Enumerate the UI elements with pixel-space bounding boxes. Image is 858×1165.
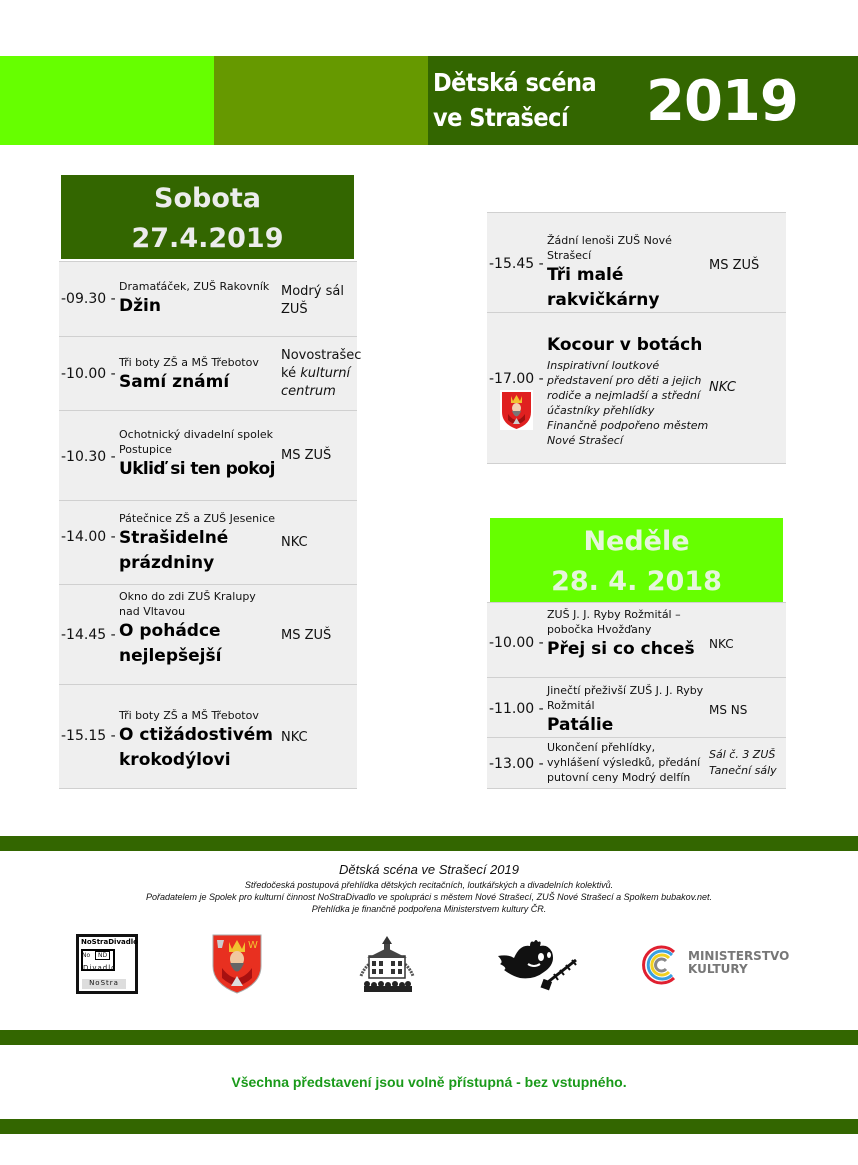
festival-title [433,65,596,135]
school-building-logo-icon [355,932,419,1000]
event-venue: NKC [281,535,308,550]
event-description: Inspirativní loutkové představení pro děti a jejich rodiče a nejmladší a střední účastníky přehlídky [547,359,702,417]
title-line-2: ve Strašecí [433,103,569,132]
event-time: -17.00 - [489,371,544,387]
event-ensemble: Ochotnický divadelní spolek Postupice [119,428,274,456]
footer-bar-bottom [0,1119,858,1134]
event-ensemble: Pátečnice ZŠ a ZUŠ Jesenice [119,512,276,525]
event-time: -10.00 - [489,635,544,651]
event-ensemble: Tři boty ZŠ a MŠ Třebotov [119,356,259,369]
ghost-logo-icon [494,938,584,998]
event-title: Ukliď si ten pokoj [119,459,275,479]
schedule-row [59,500,357,585]
event-ensemble: Jinečtí přeživší ZUŠ J. J. Ryby Rožmitál [547,684,704,712]
event-venue: MS ZUŠ [709,258,760,273]
schedule-divider [487,463,786,464]
schedule-row [487,602,786,678]
footer-title: Dětská scéna ve Strašecí 2019 [339,862,519,877]
event-ensemble: Okno do zdi ZUŠ Kralupy nad Vltavou [119,590,256,618]
partner-logos [0,930,858,1000]
schedule-row [487,737,786,788]
event-time: -14.00 - [61,529,116,545]
event-time: -10.30 - [61,449,116,465]
event-title: Přej si co chceš [547,639,695,659]
nostradivadlo-logo-icon: NoStraDivadlo No ND Divadlo NoStra [76,934,138,994]
footer-line-1: Středočeská postupová přehlídka dětských recitačních, loutkářských a divadelních kolektivů. [244,880,614,890]
event-title: O ctižádostivém krokodýlovi [119,725,274,770]
footer-bar-top [0,836,858,851]
event-title: Kocour v botách [547,335,703,355]
ministry-of-culture-logo-icon: MINISTERSTVO KULTURY [636,942,786,988]
event-title: O pohádce nejlepšejší [119,621,222,666]
event-title: Džin [119,296,161,316]
banner-block-dark [428,56,858,145]
event-note: Ukončení přehlídky, vyhlášení výsledků, předání putovní ceny Modrý delfín [547,741,701,784]
title-line-1: Dětská scéna [433,68,597,97]
event-time: -15.45 - [489,256,544,272]
event-venue: MS NS [709,703,748,717]
banner-block-olive [214,56,428,145]
event-title: Samí známí [119,372,230,392]
schedule-divider [59,788,357,789]
day-date: 28. 4. 2018 [551,566,722,597]
footer-bar-middle [0,1030,858,1045]
event-time: -09.30 - [61,291,116,307]
day-name: Sobota [154,183,261,214]
event-ensemble: ZUŠ J. J. Ryby Rožmitál – pobočka Hvožďany [547,608,681,636]
event-title: Strašidelné prázdniny [119,528,229,573]
header-banner [0,56,858,145]
sunday-header [490,518,783,602]
schedule-row [59,584,357,685]
town-coat-of-arms-icon [500,390,533,430]
event-title: Patálie [547,715,614,735]
event-venue: Novostrašec ké kulturní centrum [281,348,362,399]
saturday-header [61,175,354,259]
schedule-row [59,684,357,788]
schedule-row [59,410,357,501]
schedule-row [487,212,786,313]
day-name: Neděle [583,526,690,557]
event-ensemble: Dramaťáček, ZUŠ Rakovník [119,280,270,293]
event-ensemble: Žádní lenoši ZUŠ Nové Strašecí [547,234,672,262]
event-time: -15.15 - [61,728,116,744]
day-date: 27.4.2019 [131,223,284,254]
event-funding: Finančně podpořeno městem Nové Strašecí [547,419,709,447]
event-time: -11.00 - [489,701,544,717]
banner-block-lime [0,56,214,145]
event-time: -14.45 - [61,627,116,643]
schedule-divider [487,788,786,789]
free-entry-note: Všechna představení jsou volně přístupná - bez vstupného. [231,1074,627,1090]
festival-year: 2019 [646,69,798,134]
schedule-row [487,312,786,463]
schedule-row [59,261,357,337]
event-time: -13.00 - [489,756,544,772]
event-ensemble: Tři boty ZŠ a MŠ Třebotov [119,709,259,722]
event-venue: MS ZUŠ [281,448,332,463]
event-venue: NKC [281,730,308,745]
footer-line-3: Přehlídka je finančně podpořena Ministerstvem kultury ČR. [311,904,547,914]
footer-line-2: Pořadatelem je Spolek pro kulturní činnost NoStraDivadlo ve spolupráci s městem Nové Strašecí, ZUŠ Nové Strašecí a Spolkem bubakov.net. [145,892,713,902]
event-venue: Modrý sál ZUŠ [281,284,344,317]
event-venue: MS ZUŠ [281,628,332,643]
event-time: -10.00 - [61,366,116,382]
schedule-row [487,677,786,738]
event-title: Tři malé rakvičkárny [547,265,660,310]
town-coat-of-arms-icon [212,934,262,998]
event-venue: NKC [709,380,736,395]
event-venue: Sál č. 3 ZUŠ Taneční sály [709,748,777,777]
schedule-row [59,336,362,411]
svg-text:W: W [248,940,258,951]
event-venue: NKC [709,637,734,651]
